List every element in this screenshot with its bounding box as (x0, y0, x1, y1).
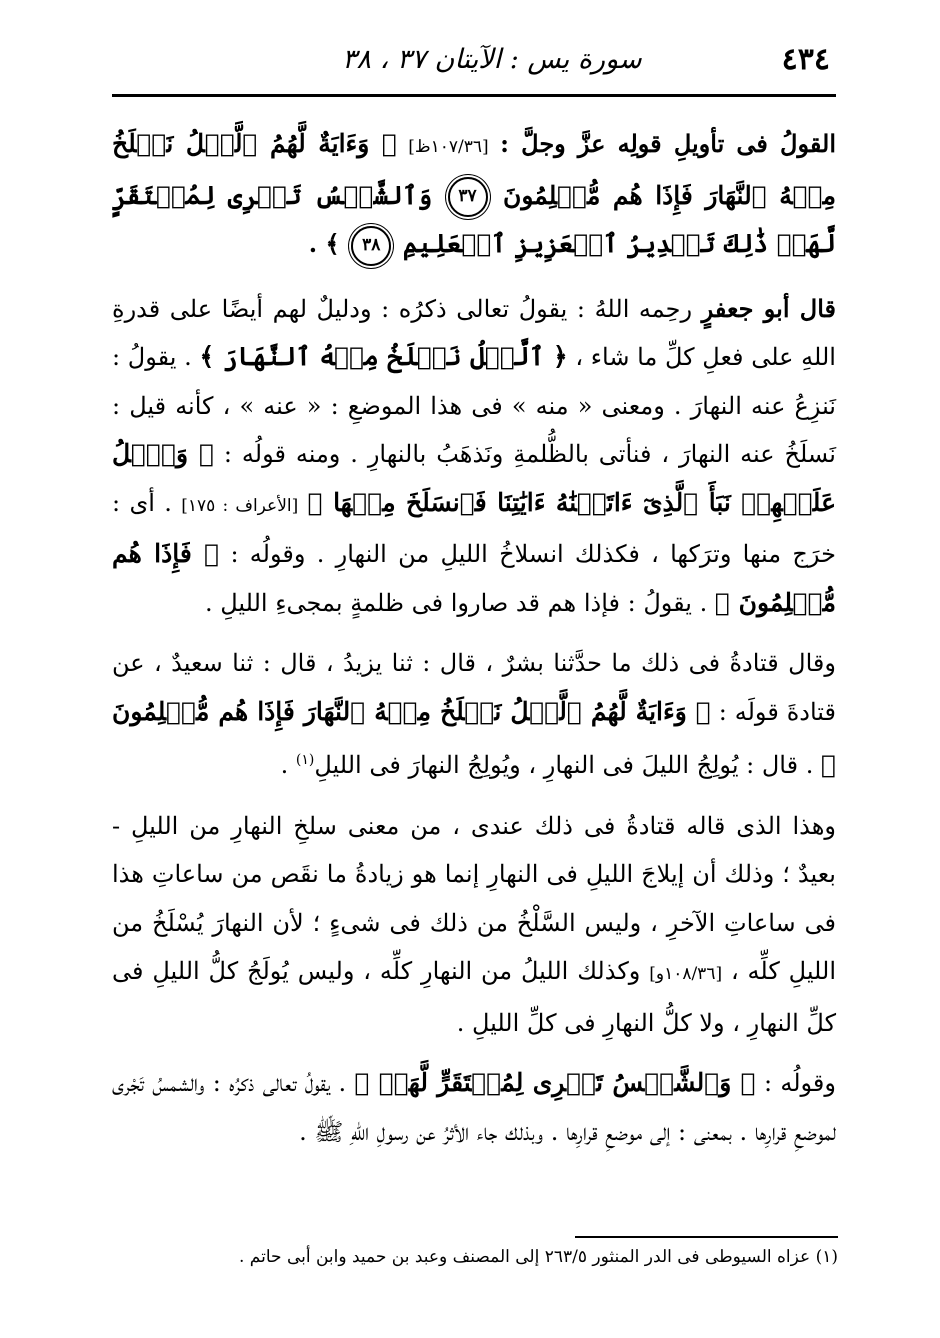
paragraph-sun (112, 1059, 836, 1156)
paragraph-text: . يقولُ : نَنزِعُ عنه النهارَ . ومعنى « منه » فى هذا الموضعِ : « عنه » ، كأنه قيل : نَسلَخُ عنه النهارَ ، فنأتى بالظُّلمةِ ونَذهَبُ بالنهارِ . ومنه قولُه : (112, 343, 836, 468)
paragraph-text: وقال قتادةُ فى ذلك ما حدَّثنا بشرٌ ، قال : ثنا يزيدُ ، قال : ثنا سعيدٌ ، عن قتادةَ قولَه : (112, 649, 836, 726)
paragraph-text: وكذلك الليلُ من النهارِ كلِّه ، وليس يُولَجُ كلُّ الليلِ فى كلِّ النهارِ ، ولا كلُّ النهارِ فى كلِّ الليلِ . (112, 957, 836, 1037)
header-rule (112, 94, 836, 97)
paragraph-abu-jafar (112, 285, 836, 628)
quran-quote: ﴿ وَٱتۡلُ عَلَيۡهِمۡ نَبَأَ ٱلَّذِىٓ ءَاتَيۡنَٰهُ ءَايَٰتِنَا فَٱنسَلَخَ مِنۡهَا ﴾ (112, 439, 836, 517)
ayah-number-37: ٣٧ (448, 177, 488, 217)
page-number: ٤٣٤ (781, 42, 830, 77)
body-text (112, 120, 836, 1168)
verse-close: ﴾ . (308, 229, 340, 258)
paragraph-text: وقولُه : (763, 1069, 836, 1097)
manuscript-ref: [١٠٧/٣٦ظ] (408, 137, 489, 157)
paragraph-text: . أى : خرَج منها وترَكها ، فكذلك انسلاخُ الليلِ من النهارِ . وقولُه : (112, 488, 836, 568)
ayah-number-38: ٣٨ (351, 226, 391, 266)
paragraph-qatada (112, 639, 836, 790)
paragraph-text: . (280, 751, 289, 779)
quran-verse: ﴿ وَءَايَةٌ لَّهُمُ ٱلَّيۡلُ نَسۡلَخُ مِنۡهُ ٱلنَّهَارَ فَإِذَا هُم مُّظۡلِمُونَ (112, 129, 837, 210)
paragraph-text: رحِمه اللهُ : يقولُ تعالى ذكرُه : ودليلٌ لهم أيضًا على قدرةِ اللهِ على فعلِ كلِّ ما شاء ، (112, 294, 836, 371)
quran-quote: ﴿ وَءَايَةٌ لَّهُمُ ٱلَّيۡلُ نَسۡلَخُ مِنۡهُ ٱلنَّهَارَ فَإِذَا هُم مُّظۡلِمُونَ ﴾ (112, 696, 836, 779)
speaker-name: قال أبو جعفرٍ (701, 293, 836, 323)
footnote-rule (575, 1236, 838, 1238)
quran-verse: وَٱلشَّمۡسُ تَجۡرِى لِمُسۡتَقَرٍّ لَّهَاۚ ذَٰلِكَ تَقۡدِيرُ ٱلۡعَزِيزِ ٱلۡعَلِيمِ (112, 180, 836, 258)
footnote: (١) عزاه السيوطى فى الدر المنثور ٢٦٣/٥ إلى المصنف وعبد بن حميد وابن أبى حاتم . (239, 1247, 838, 1267)
paragraph-commentary (112, 802, 836, 1048)
paragraph-text: . قال : يُولِجُ الليلَ فى النهارِ ، ويُولِجُ النهارَ فى الليلِ (314, 751, 814, 779)
paragraph-text: . يقولُ تعالى ذكرُه : والشمسُ تَجْرى لموضعِ قرارِها . بمعنى : إلى موضعِ قرارِها . وبذلك جاء الأثرُ عن رسولِ اللهِ ﷺ . (112, 1069, 836, 1146)
footnote-marker: (١) (295, 752, 315, 768)
paragraph-text: وهذا الذى قاله قتادةُ فى ذلك عندى ، من معنى سلخِ النهارِ من الليلِ - بعيدٌ ؛ وذلك أن إيلاجَ الليلِ فى النهارِ إنما هو زيادةُ ما نقَص من ساعاتِ هذا فى ساعاتِ الآخرِ ، وليس السَّلْخُ من ذلك فى شىءٍ ؛ لأن النهارَ يُسْلَخُ من الليلِ كلِّه ، (112, 811, 836, 985)
quran-quote: ﴿ ٱلَّيۡلُ نَسۡلَخُ مِنۡهُ ٱلنَّهَارَ ﴾ (199, 342, 568, 371)
section-heading: القولُ فى تأويلِ قولِه عزَّ وجلَّ : (500, 129, 836, 158)
page-header (112, 36, 836, 92)
quran-quote: ﴿ فَإِذَا هُم مُّظۡلِمُونَ ﴾ (112, 539, 836, 617)
quran-quote: ﴿ وَٱلشَّمۡسُ تَجۡرِى لِمُسۡتَقَرٍّ لَّهَاۚ ﴾ (354, 1068, 756, 1097)
paragraph-text: . يقولُ : فإذا هم قد صاروا فى ظلمةٍ بمجىءِ الليلِ . (205, 588, 708, 617)
running-title: سورة يس : الآيتان ٣٧ ، ٣٨ (342, 44, 642, 75)
manuscript-ref: [١٠٨/٣٦و] (649, 964, 723, 984)
paragraph-heading-verse (112, 120, 836, 269)
surah-ref: [الأعراف : ١٧٥] (181, 495, 299, 516)
